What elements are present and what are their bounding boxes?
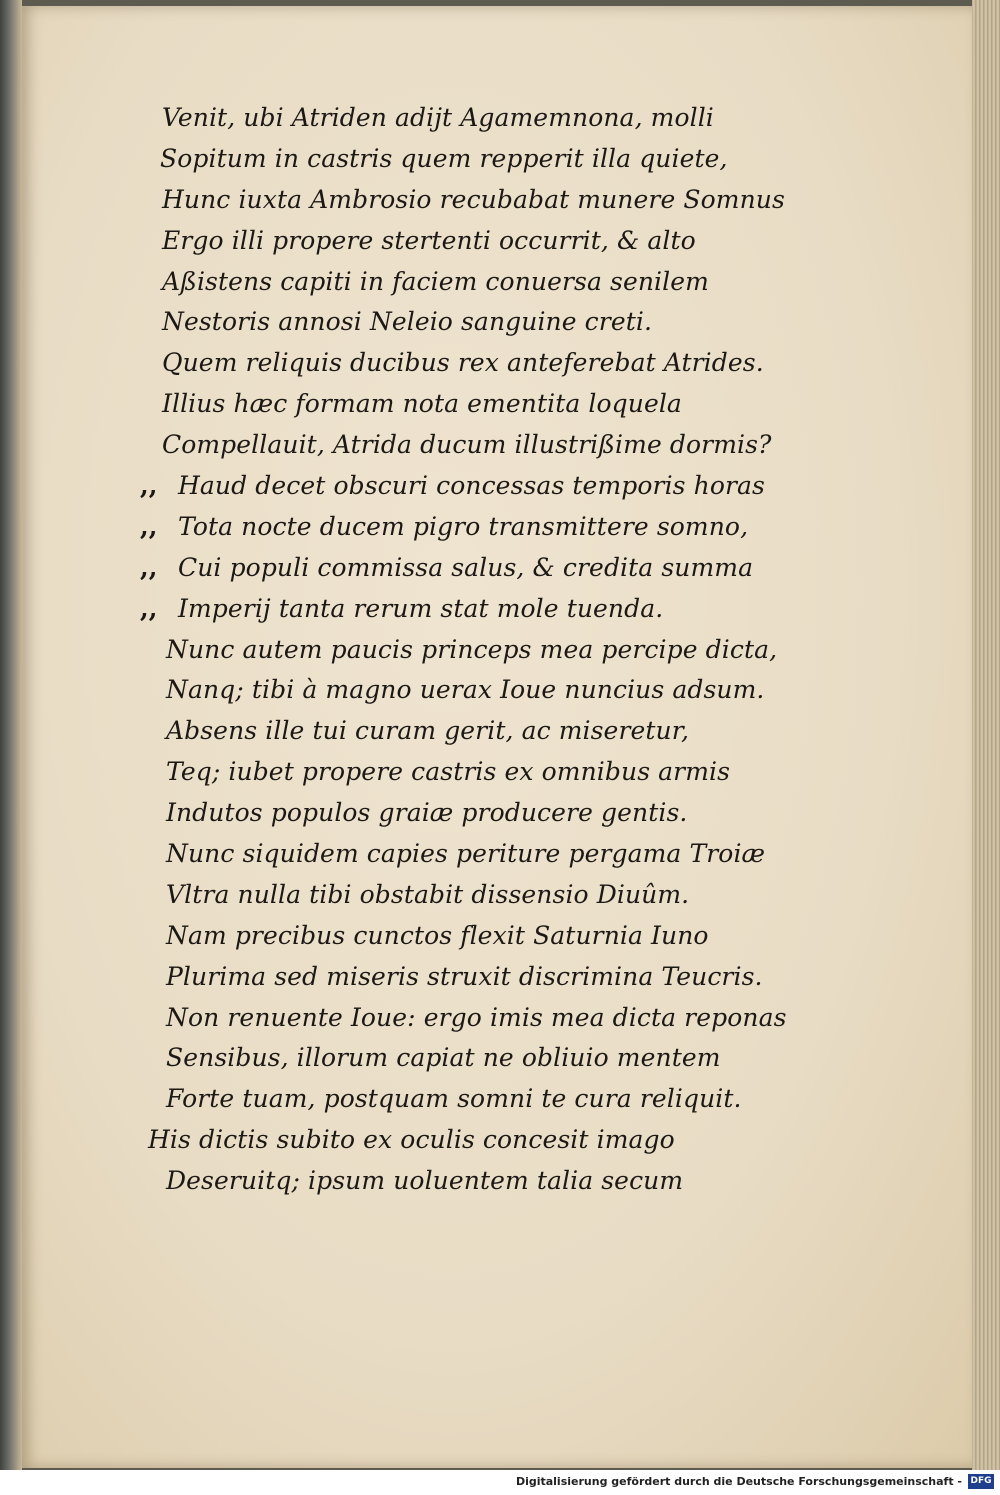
quotation-marker: ,, bbox=[140, 552, 158, 582]
verse-line bbox=[140, 1120, 860, 1161]
verse-line-text: Aßistens capiti in faciem conuersa senilem bbox=[162, 266, 709, 296]
verse-line bbox=[140, 548, 860, 589]
verse-line bbox=[140, 875, 860, 916]
verse-line bbox=[140, 384, 860, 425]
verse-line-text: Nestoris annosi Neleio sanguine creti. bbox=[162, 307, 653, 337]
page-edges bbox=[972, 0, 1000, 1470]
verse-line-text: His dictis subito ex oculis concesit imago bbox=[148, 1125, 675, 1155]
verse-line-text: Nanq; tibi à magno uerax Ioue nuncius adsum. bbox=[166, 675, 765, 705]
verse-line-text: Absens ille tui curam gerit, ac miseretur, bbox=[166, 716, 690, 746]
verse-line-text: Quem reliquis ducibus rex anteferebat Atrides. bbox=[162, 348, 764, 378]
funding-notice: Digitalisierung gefördert durch die Deutsche Forschungsgemeinschaft - bbox=[515, 1475, 962, 1488]
verse-text-block bbox=[140, 98, 860, 1202]
verse-line bbox=[140, 834, 860, 875]
verse-line-text: Forte tuam, postquam somni te cura reliquit. bbox=[166, 1084, 742, 1114]
verse-line-text: Nam precibus cunctos flexit Saturnia Iuno bbox=[166, 920, 709, 950]
quotation-marker: ,, bbox=[140, 593, 158, 623]
verse-line-text: Hunc iuxta Ambrosio recubabat munere Somnus bbox=[162, 184, 785, 214]
verse-line-text: Imperij tanta rerum stat mole tuenda. bbox=[178, 593, 664, 623]
verse-line-text: Indutos populos graiæ producere gentis. bbox=[166, 798, 688, 828]
verse-line bbox=[140, 139, 860, 180]
verse-line bbox=[140, 998, 860, 1039]
verse-line bbox=[140, 1161, 860, 1202]
verse-line bbox=[140, 302, 860, 343]
verse-line-text: Tota nocte ducem pigro transmittere somno, bbox=[178, 511, 749, 541]
verse-line bbox=[140, 425, 860, 466]
verse-line-text: Sopitum in castris quem repperit illa quiete, bbox=[160, 143, 728, 173]
verse-line bbox=[140, 180, 860, 221]
verse-line bbox=[140, 589, 860, 630]
verse-line-text: Vltra nulla tibi obstabit dissensio Diuûm. bbox=[166, 879, 690, 909]
verse-line-text: Compellauit, Atrida ducum illustrißime dormis? bbox=[162, 430, 772, 460]
verse-line bbox=[140, 670, 860, 711]
verse-line bbox=[140, 1038, 860, 1079]
verse-line-text: Ergo illi propere stertenti occurrit, & alto bbox=[162, 225, 696, 255]
quotation-marker: ,, bbox=[140, 511, 158, 541]
verse-line bbox=[140, 957, 860, 998]
verse-line-text: Teq; iubet propere castris ex omnibus armis bbox=[166, 757, 731, 787]
verse-line-text: Plurima sed miseris struxit discrimina Teucris. bbox=[166, 961, 763, 991]
quotation-marker: ,, bbox=[140, 471, 158, 501]
dfg-logo: DFG bbox=[968, 1474, 994, 1489]
digitization-footer bbox=[0, 1470, 1000, 1495]
verse-line bbox=[140, 752, 860, 793]
verse-line bbox=[140, 1079, 860, 1120]
verse-line-text: Nunc autem paucis princeps mea percipe dicta, bbox=[166, 634, 778, 664]
verse-line-text: Illius hæc formam nota ementita loquela bbox=[162, 389, 682, 419]
verse-line-text: Non renuente Ioue: ergo imis mea dicta reponas bbox=[166, 1002, 787, 1032]
verse-line-text: Nunc siquidem capies periture pergama Troiæ bbox=[166, 839, 766, 869]
verse-line bbox=[140, 507, 860, 548]
verse-line bbox=[140, 98, 860, 139]
verse-line-text: Sensibus, illorum capiat ne obliuio mentem bbox=[166, 1043, 721, 1073]
verse-line bbox=[140, 711, 860, 752]
book-spine-edge bbox=[0, 0, 22, 1470]
verse-line bbox=[140, 343, 860, 384]
verse-line bbox=[140, 221, 860, 262]
verse-line bbox=[140, 262, 860, 303]
verse-line bbox=[140, 793, 860, 834]
verse-line bbox=[140, 630, 860, 671]
verse-line-text: Cui populi commissa salus, & credita summa bbox=[178, 552, 754, 582]
verse-line-text: Haud decet obscuri concessas temporis horas bbox=[178, 471, 765, 501]
verse-line bbox=[140, 916, 860, 957]
verse-line bbox=[140, 466, 860, 507]
verse-line-text: Deseruitq; ipsum uoluentem talia secum bbox=[166, 1166, 684, 1196]
verse-line-text: Venit, ubi Atriden adijt Agamemnona, molli bbox=[162, 103, 714, 132]
